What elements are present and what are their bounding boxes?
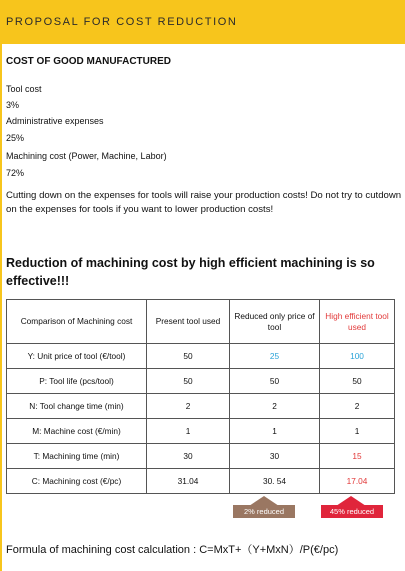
table-cell: 31.04 [147,469,230,494]
table-cell: 50 [147,344,230,369]
table-cell: 15 [320,444,395,469]
cost-paragraph: Cutting down on the expenses for tools will raise your production costs! Do not try to cutdown on the expenses for tools if you want to lower production costs! [6,190,402,215]
table-cell: 1 [320,419,395,444]
table-header-cell: Reduced only price of tool [230,300,320,344]
table-row [7,444,395,469]
table-cell: C: Machining cost (€/pc) [7,469,147,494]
admin-expenses-label: Administrative expenses [6,116,104,126]
table-cell: 30. 54 [230,469,320,494]
table-cell: 2 [147,394,230,419]
table-row [7,394,395,419]
formula-text: Formula of machining cost calculation : C=MxT+（Y+MxN）/P(€/pc) [6,544,339,556]
table-cell: 50 [147,369,230,394]
table-cell: 1 [147,419,230,444]
high-efficient-badge: 45% reduced [321,505,383,518]
table-header-row [7,300,395,344]
table-row [7,469,395,494]
table-cell: Y: Unit price of tool (€/tool) [7,344,147,369]
table-cell: 50 [230,369,320,394]
table-cell: N: Tool change time (min) [7,394,147,419]
admin-expenses-value: 25% [6,133,25,143]
table-cell: P: Tool life (pcs/tool) [7,369,147,394]
reduced-badge: 2% reduced [233,505,295,518]
table-cell: T: Machining time (min) [7,444,147,469]
table-cell: 2 [230,394,320,419]
table-cell: M: Machine cost (€/min) [7,419,147,444]
header-bar [0,0,405,44]
comparison-table [6,299,395,494]
table-cell: 17.04 [320,469,395,494]
cost-section-title: COST OF GOOD MANUFACTURED [6,56,171,67]
table-row [7,344,395,369]
machining-cost-label: Machining cost (Power, Machine, Labor) [6,151,167,161]
table-cell: 30 [147,444,230,469]
reduction-heading: Reduction of machining cost by high efficient machining is so effective!!! [6,256,375,288]
table-cell: 50 [320,369,395,394]
tool-cost-value: 3% [6,100,20,110]
machining-cost-value: 72% [6,168,25,178]
table-row [7,419,395,444]
table-cell: 25 [230,344,320,369]
table-cell: 100 [320,344,395,369]
tool-cost-label: Tool cost [6,84,42,94]
table-header-cell: Comparison of Machining cost [7,300,147,344]
table-cell: 30 [230,444,320,469]
table-row [7,369,395,394]
table-cell: 2 [320,394,395,419]
left-accent-line [0,44,2,571]
table-cell: 1 [230,419,320,444]
table-header-cell: Present tool used [147,300,230,344]
page-title: PROPOSAL FOR COST REDUCTION [6,16,238,28]
table-header-cell: High efficient tool used [320,300,395,344]
